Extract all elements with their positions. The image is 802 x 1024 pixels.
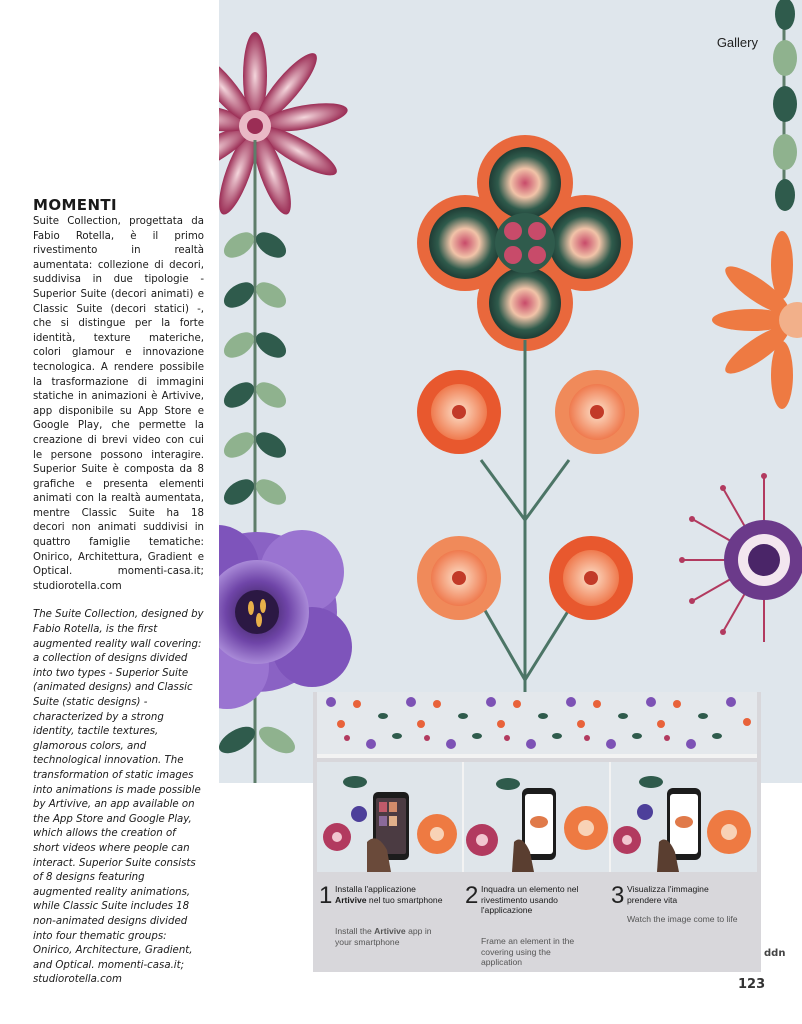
- peach-flower-lower-left: [417, 536, 501, 620]
- section-label: Gallery: [716, 35, 758, 50]
- step-italian: Inquadra un elemento nel rivestimento usando l'applicazione: [481, 884, 579, 915]
- right-orange-flower: [712, 231, 802, 409]
- wallpaper-pattern-strip: [317, 692, 757, 754]
- step-english: Watch the image come to life: [627, 914, 738, 924]
- panel-divider: [317, 754, 757, 758]
- central-ornament-flower: [417, 135, 633, 351]
- step-italian: Visualizza l'immagine prendere vita: [627, 884, 709, 905]
- ar-instructions-panel: [313, 692, 761, 972]
- italian-body: Suite Collection, progettata da Fabio Rotella, è il primo rivestimento in realtà aumentata: collezione di decori, suddivisa in due tipologie - Superior Suite (decori animati) e Classic Suite (decori statici) -, che si distingue per la forte identità, texture materiche, colori glamour e innovazione tecnologica. A rendere possibile la trasformazione di immagini statiche in animazioni è Artivive, app disponibile su App Store e Google Play, che permette la creazione di brevi video con cui le persone possono interagire. Superior Suite è composta da 8 grafiche e presenta elementi animati con la realtà aumentata, mentre Classic Suite ha 18 decori non animati suddivisi in quattro famiglie tematiche: Onirico, Architettura, Gradient e Optical. momenti-casa.it; studiorotella.com: [33, 216, 204, 592]
- floral-artwork: [219, 0, 802, 783]
- step-english: Frame an element in the covering using the application: [481, 936, 575, 967]
- step-number: 1: [319, 882, 333, 909]
- pink-flower: [219, 32, 350, 218]
- page-number: 123: [738, 977, 766, 992]
- step-number: 3: [611, 882, 625, 909]
- orange-flower-left: [417, 370, 501, 454]
- english-body: The Suite Collection, designed by Fabio Rotella, is the first augmented reality wall covering: a collection of designs divided into two types - Superior Suite (animated designs) and Classic Suite (static designs) - characterized by a strong identity, tactile textures, glamorous colors, and technological innovation. The transformation of static images into animations is made possible by Artivive, an app available on the App Store and Google Play, which allows the creation of short videos where people can interact. Superior Suite consists of 8 designs featuring augmented reality animations, while Classic Suite includes 18 non-animated designs divided into four thematic groups: Onirico, Architecture, Gradient, and Optical. momenti-casa.it; studiorotella.com: [33, 609, 204, 986]
- article-title: MOMENTI: [33, 196, 118, 214]
- purple-flower: [219, 525, 352, 709]
- step-photos: [317, 762, 757, 872]
- step-english: Install the Artivive app in your smartphone: [335, 926, 432, 947]
- publisher-logo: ddn: [764, 948, 786, 959]
- article-column: [33, 196, 204, 988]
- step-number: 2: [465, 882, 479, 909]
- peach-flower-right: [555, 370, 639, 454]
- right-starburst-flower: [679, 473, 802, 642]
- floral-illustration: [219, 0, 802, 783]
- step-italian: Installa l'applicazione Artivive nel tuo smartphone: [335, 884, 443, 905]
- orange-flower-lower-right: [549, 536, 633, 620]
